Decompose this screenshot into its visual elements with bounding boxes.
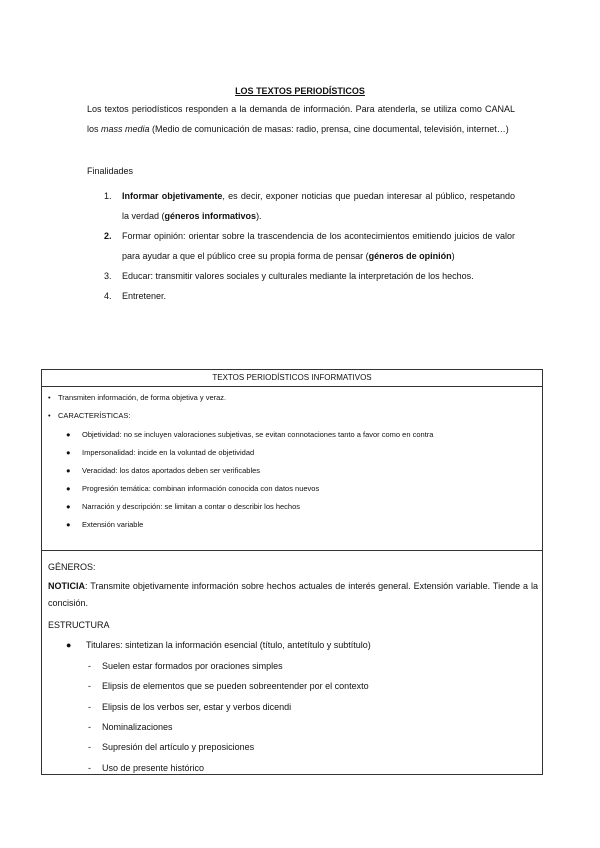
item-text: Formar opinión: orientar sobre la trascendencia de los acontecimientos emitiendo juicios de valor para ayudar a que el público cree su propia forma de pensar ( [122,231,515,261]
dash-icon: - [88,722,91,732]
item-number: 2. [104,231,112,241]
informativos-table [41,369,543,775]
intro-text-2: (Medio de comunicación de masas: radio, prensa, cine documental, televisión, internet…) [149,124,509,134]
list-item: ● Veracidad: los datos aportados deben ser verificables [66,466,261,475]
bullet-icon: ● [66,430,71,439]
noticia-paragraph [48,578,538,612]
finalidad-item [104,266,515,286]
table-header: TEXTOS PERIODÍSTICOS INFORMATIVOS [42,370,542,387]
item-bold-2: géneros informativos [164,211,257,221]
list-item: - Supresión del artículo y preposiciones [88,742,255,752]
intro-text-1: Los textos periodísticos responden a la demanda de información. Para atenderla, se utiliza como CANAL los [87,104,515,134]
dash-icon: - [88,661,91,671]
bullet-icon: ● [66,502,71,511]
page-title: LOS TEXTOS PERIODÍSTICOS [235,86,365,96]
item-tail: ). [256,211,262,221]
intro-paragraph [87,99,515,139]
list-item: - Elipsis de los verbos ser, estar y verbos dicendi [88,702,292,712]
item-bold: Informar objetivamente [122,191,223,201]
finalidades-list [104,186,515,306]
finalidades-label: Finalidades [87,166,134,176]
list-item: ● Progresión temática: combinan información conocida con datos nuevos [66,484,320,493]
titulares-item: ● Titulares: sintetizan la información esencial (título, antetítulo y subtítulo) [66,640,371,650]
bullet-icon: ● [66,466,71,475]
intro-emphasis: mass media [101,124,150,134]
list-item: - Nominalizaciones [88,722,173,732]
item-number: 4. [104,291,112,301]
finalidad-item [104,286,515,306]
bullet-icon: ● [66,484,71,493]
dash-icon: - [88,763,91,773]
bullet-icon: • [48,393,51,402]
dash-icon: - [88,702,91,712]
finalidad-item [104,186,515,226]
bullet-icon: • [48,411,51,420]
item-tail: ) [451,251,455,261]
item-text: Educar: transmitir valores sociales y culturales mediante la interpretación de los hechos. [122,271,474,281]
noticia-label: NOTICIA [48,581,85,591]
list-item: ● Objetividad: no se incluyen valoraciones subjetivas, se evitan connotaciones tanto a favor como en contra [66,430,434,439]
generos-label: GÉNEROS: [48,562,96,572]
item-text: Entretener. [122,291,167,301]
dash-icon: - [88,681,91,691]
item-number: 1. [104,191,112,201]
estructura-label: ESTRUCTURA [48,620,110,630]
dash-icon: - [88,742,91,752]
finalidad-item [104,226,515,266]
list-item: ● Impersonalidad: incide en la voluntad de objetividad [66,448,255,457]
item-bold-2: géneros de opinión [368,251,452,261]
bullet-item: • Transmiten información, de forma objetiva y veraz. [48,393,227,402]
list-item: - Elipsis de elementos que se pueden sobreentender por el contexto [88,681,369,691]
bullet-icon: ● [66,448,71,457]
item-text: , es decir, exponer noticias que puedan interesar al público, respetando la verdad ( [122,191,515,221]
item-number: 3. [104,271,112,281]
list-item: - Uso de presente histórico [88,763,205,773]
list-item: ● Narración y descripción: se limitan a contar o describir los hechos [66,502,301,511]
bullet-icon: ● [66,520,71,529]
bullet-item: • CARACTERÍSTICAS: [48,411,131,420]
list-item: ● Extensión variable [66,520,144,529]
noticia-text: : Transmite objetivamente información sobre hechos actuales de interés general. Extensión variable. Tiende a la concisión. [48,581,538,608]
list-item: - Suelen estar formados por oraciones simples [88,661,283,671]
bullet-icon: ● [66,640,72,650]
table-section-characteristics [42,387,542,551]
